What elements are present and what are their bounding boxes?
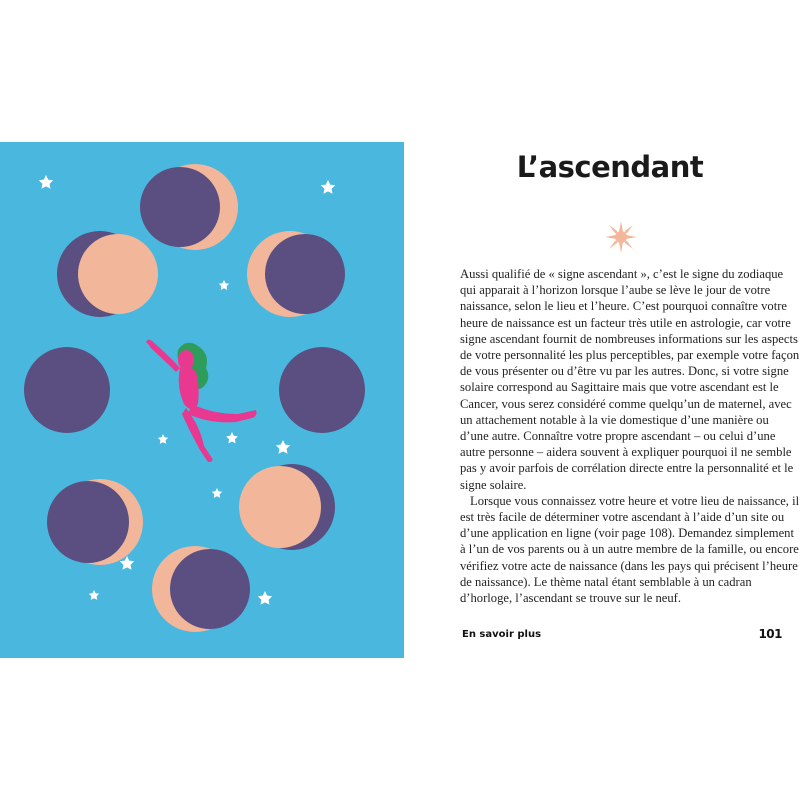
moon-phase-icon (279, 347, 365, 433)
page-number: 101 (758, 627, 782, 641)
paragraph: Aussi qualifié de « signe ascendant », c’est le signe du zodiaque qui apparait à l’horizon lorsque l’aube se lève le jour de votre naissance, selon le lieu et l’heure. C’est pourquoi connaître votre heure de naissance est un facteur très utile en astrologie, car votre signe ascendant fournit de nombreuses informations sur les aspects de votre personnalité les plus perceptibles, par exemple votre façon de vous présenter ou d’être vu par les autres. Donc, si votre signe solaire correspond au Sagittaire mais que votre ascendant est le Cancer, vous serez considéré comme quelqu’un de maternel, avec un attachement notable à la vie domestique d’une manière ou d’une autre. Connaître votre propre ascendant – ou celui d’une autre personne – aidera souvent à expliquer pourquoi il ne semble pas y avoir parfois de corrélation directe entre la personnalité et le signe solaire. (460, 267, 800, 492)
paragraph: Lorsque vous connaissez votre heure et votre lieu de naissance, il est très facile de déterminer votre ascendant à l’aide d’un site ou d’une application en ligne (voir page 108). Demandez simplement à l’un de vos parents ou à un autre membre de la famille, ou encore vérifiez votre acte de naissance (dans les pays qui précisent l’heure de naissance). Le thème natal étant semblable à un cadran d’horloge, l’ascendant se trouve sur le neuf. (460, 493, 800, 606)
moon-phase-icon (47, 479, 143, 565)
text-page (420, 142, 800, 658)
moon-phase-icon (239, 464, 335, 550)
footer-section-label: En savoir plus (462, 629, 542, 640)
star-icon (219, 280, 229, 290)
star-icon (258, 591, 272, 605)
body-text (460, 266, 800, 606)
moon-phase-icon (24, 347, 110, 433)
star-icon (226, 432, 238, 443)
moon-phase-icon (152, 546, 250, 632)
star-icon (276, 440, 290, 454)
moon-phase-icon (140, 164, 238, 250)
star-icon (39, 175, 53, 189)
sun-star-icon (604, 220, 638, 254)
moon-phase-icon (247, 231, 345, 317)
star-icon (321, 180, 335, 194)
moon-phases-illustration (0, 142, 404, 658)
page-title: L’ascendant (516, 150, 704, 184)
illustration-page (0, 142, 404, 658)
star-icon (212, 488, 222, 498)
floating-figure (146, 340, 257, 462)
moon-phase-icon (57, 231, 158, 317)
star-icon (89, 590, 99, 600)
star-icon (158, 434, 168, 444)
